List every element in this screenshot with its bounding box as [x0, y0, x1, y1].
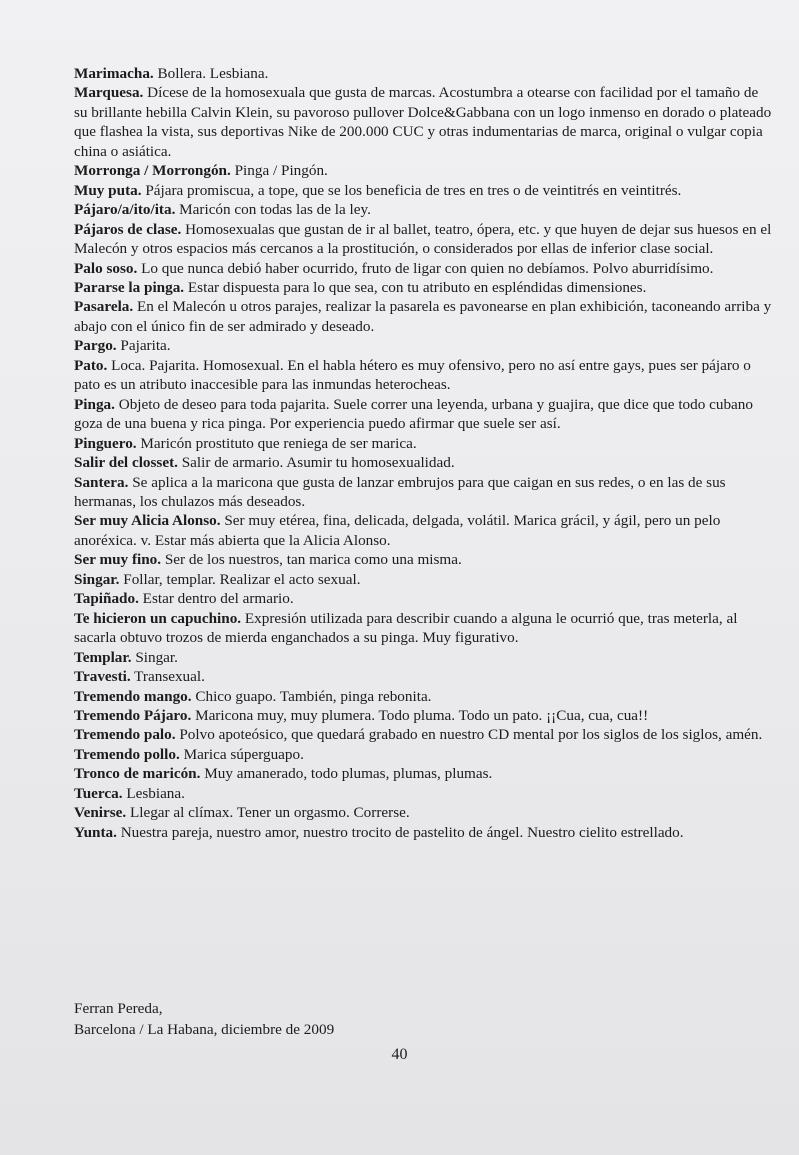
entry-term: Ser muy Alicia Alonso.	[74, 512, 221, 530]
glossary-entry	[74, 764, 774, 783]
glossary-entry	[74, 161, 774, 180]
entry-definition: Lo que nunca debió haber ocurrido, fruto de ligar con quien no debíamos. Polvo aburridísimo.	[137, 259, 714, 277]
entry-definition: En el Malecón u otros parajes, realizar la pasarela es pavonearse en plan exhibición, taconeando arriba y abajo con el único fin de ser admirado y deseado.	[74, 298, 772, 335]
entry-definition: Singar.	[131, 648, 178, 666]
entry-term: Yunta.	[74, 823, 117, 841]
glossary-entry	[74, 395, 774, 434]
glossary-entry	[74, 83, 774, 161]
entry-term: Tremendo palo.	[74, 726, 176, 744]
entry-definition: Estar dispuesta para lo que sea, con tu atributo en espléndidas dimensiones.	[184, 278, 647, 296]
entry-term: Santera.	[74, 473, 129, 491]
glossary-entry	[74, 725, 774, 744]
entry-term: Te hicieron un capuchino.	[74, 609, 242, 627]
entry-definition: Pájara promiscua, a tope, que se los beneficia de tres en tres o de veintitrés en veintitrés.	[141, 181, 682, 199]
entry-definition: Dícese de la homosexuala que gusta de marcas. Acostumbra a otearse con facilidad por el tamaño de su brillante hebilla Calvin Klein, su pavoroso pullover Dolce&Gabbana con un logo inmenso en dorado o plateado que flashea la vista, sus deportivas Nike de 200.000 CUC y otras indumentarias de marca, original o vulgar copia china o asiática.	[74, 84, 772, 160]
entry-definition: Maricón prostituto que reniega de ser marica.	[136, 434, 417, 452]
entry-term: Venirse.	[74, 804, 127, 822]
entry-definition: Llegar al clímax. Tener un orgasmo. Correrse.	[126, 804, 410, 822]
entry-term: Tronco de maricón.	[74, 765, 201, 783]
entry-definition: Maricona muy, muy plumera. Todo pluma. Todo un pato. ¡¡Cua, cua, cua!!	[191, 706, 649, 724]
glossary-entry	[74, 589, 774, 608]
glossary-entry	[74, 473, 774, 512]
entry-definition: Lesbiana.	[122, 784, 185, 802]
glossary-entry	[74, 356, 774, 395]
entry-term: Pájaros de clase.	[74, 220, 182, 238]
entry-definition: Bollera. Lesbiana.	[153, 65, 269, 82]
entry-definition: Objeto de deseo para toda pajarita. Suele correr una leyenda, urbana y guajira, que dice que todo cubano goza de una buena y rica pinga. Por experiencia puedo afirmar que suele ser así.	[74, 395, 753, 433]
entry-term: Singar.	[74, 570, 120, 588]
entry-term: Tuerca.	[74, 784, 123, 802]
entry-term: Pinga.	[74, 395, 115, 413]
entry-term: Pasarela.	[74, 298, 134, 316]
entry-definition: Muy amanerado, todo plumas, plumas, plumas.	[200, 765, 493, 783]
glossary-entry	[74, 181, 774, 200]
glossary-entry	[74, 278, 774, 297]
author-name: Ferran Pereda,	[74, 1000, 163, 1017]
glossary-entry	[74, 220, 774, 259]
glossary-entry	[74, 550, 774, 569]
entry-term: Muy puta.	[74, 181, 142, 199]
entry-term: Pájaro/a/ito/ita.	[74, 201, 176, 219]
glossary-entry	[74, 667, 774, 686]
entry-term: Tremendo Pájaro.	[74, 706, 192, 724]
entry-term: Pinguero.	[74, 434, 137, 452]
entry-definition: Homosexualas que gustan de ir al ballet, teatro, ópera, etc. y que huyen de dejar sus huesos en el Malecón y otros espacios más cercanos a la prostitución, o considerados por ellas de inferior clase social.	[74, 220, 772, 258]
entry-definition: Expresión utilizada para describir cuando a alguna le ocurrió que, tras meterla, al sacarla obtuvo trozos de mierda enganchados a su pinga. Muy figurativo.	[74, 609, 738, 647]
glossary-entry	[74, 803, 774, 822]
entry-definition: Pajarita.	[116, 337, 171, 355]
entry-term: Tapiñado.	[74, 590, 139, 608]
entry-definition: Estar dentro del armario.	[138, 590, 294, 608]
glossary-entry	[74, 297, 774, 336]
entry-definition: Chico guapo. También, pinga rebonita.	[191, 687, 432, 705]
entry-definition: Maricón con todas las de la ley.	[175, 201, 371, 219]
entry-term: Templar.	[74, 648, 132, 666]
entry-term: Tremendo mango.	[74, 687, 192, 705]
entry-term: Marimacha.	[74, 65, 154, 82]
entry-definition: Loca. Pajarita. Homosexual. En el habla hétero es muy ofensivo, pero no así entre gays, pues ser pájaro o pato es un atributo inaccesible para las inmundas heterocheas.	[74, 356, 751, 394]
entry-term: Pararse la pinga.	[74, 278, 185, 296]
entry-definition: Ser de los nuestros, tan marica como una misma.	[161, 551, 462, 569]
entry-term: Pato.	[74, 356, 108, 374]
entry-term: Ser muy fino.	[74, 551, 162, 569]
glossary-entry	[74, 609, 774, 648]
glossary-entry	[74, 687, 774, 706]
glossary-entry	[74, 259, 774, 278]
glossary-entry	[74, 200, 774, 219]
entry-term: Salir del closset.	[74, 454, 178, 472]
glossary-list	[74, 64, 774, 842]
entry-definition: Polvo apoteósico, que quedará grabado en nuestro CD mental por los siglos de los siglos, amén.	[175, 726, 763, 744]
signature-block	[74, 998, 574, 1040]
glossary-entry	[74, 64, 774, 83]
entry-term: Tremendo pollo.	[74, 745, 180, 763]
entry-definition: Se aplica a la maricona que gusta de lanzar embrujos para que caigan en sus redes, o en las de sus hermanas, los chulazos más deseados.	[74, 473, 726, 510]
entry-definition: Marica súperguapo.	[179, 745, 304, 763]
entry-definition: Nuestra pareja, nuestro amor, nuestro trocito de pastelito de ángel. Nuestro cielito estrellado.	[116, 823, 684, 841]
entry-term: Pargo.	[74, 337, 117, 355]
glossary-entry	[74, 648, 774, 667]
glossary-entry	[74, 511, 774, 550]
entry-definition: Transexual.	[130, 668, 205, 686]
glossary-entry	[74, 434, 774, 453]
place-date: Barcelona / La Habana, diciembre de 2009	[74, 1021, 335, 1038]
page-number: 40	[391, 1046, 408, 1063]
entry-term: Palo soso.	[74, 259, 138, 277]
glossary-entry	[74, 745, 774, 764]
entry-term: Marquesa.	[74, 84, 144, 102]
glossary-entry	[74, 336, 774, 355]
glossary-entry	[74, 706, 774, 725]
entry-definition: Pinga / Pingón.	[230, 162, 328, 180]
entry-definition: Salir de armario. Asumir tu homosexualidad.	[177, 454, 455, 472]
entry-term: Travesti.	[74, 668, 131, 686]
entry-term: Morronga / Morrongón.	[74, 162, 231, 180]
glossary-entry	[74, 823, 774, 842]
entry-definition: Follar, templar. Realizar el acto sexual.	[119, 570, 361, 588]
entry-definition: Ser muy etérea, fina, delicada, delgada, volátil. Marica grácil, y ágil, pero un pelo anoréxica. v. Estar más abierta que la Alicia Alonso.	[74, 512, 721, 549]
glossary-entry	[74, 570, 774, 589]
glossary-entry	[74, 784, 774, 803]
glossary-entry	[74, 453, 774, 472]
